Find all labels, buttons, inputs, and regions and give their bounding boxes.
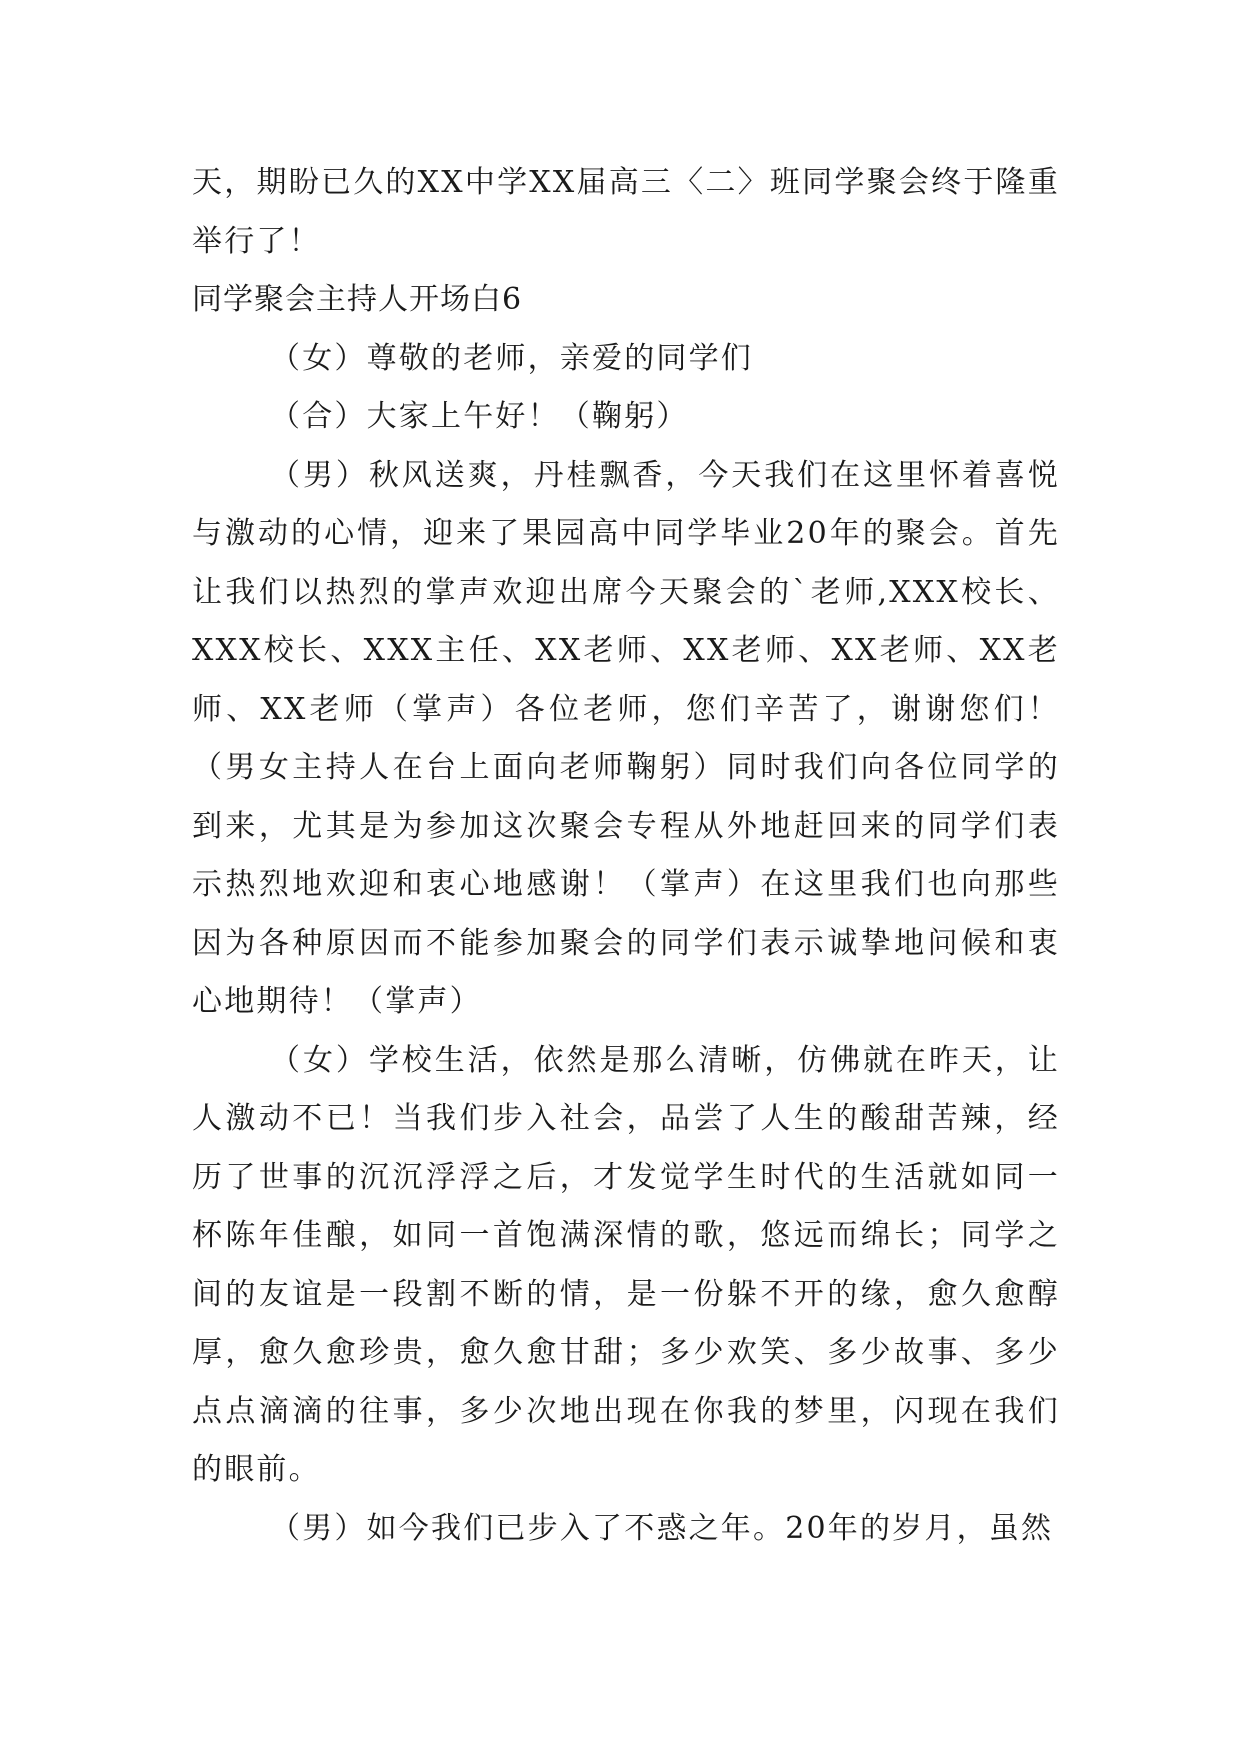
paragraph-event-announcement: 天，期盼已久的XX中学XX届高三〈二〉班同学聚会终于隆重举行了！ <box>192 165 1060 259</box>
paragraph-male-welcome: （男）秋风送爽，丹桂飘香，今天我们在这里怀着喜悦与激动的心情，迎来了果园高中同学毕业20年的聚会。首先让我们以热烈的掌声欢迎出席今天聚会的`老师,XXX校长、XXX校长、XXX主任、XX老师、XX老师、XX老师、XX老师、XX老师（掌声）各位老师，您们辛苦了，谢谢您们！（男女主持人在台上面向老师鞠躬）同时我们向各位同学的到来，尤其是为参加这次聚会专程从外地赶回来的同学们表示热烈地欢迎和衷心地感谢！（掌声）在这里我们也向那些因为各种原因而不能参加聚会的同学们表示诚挚地问候和衷心地期待！（掌声） <box>192 457 1060 1019</box>
section-heading: 同学聚会主持人开场白6 <box>192 282 523 317</box>
paragraph-female-greeting: （女）尊敬的老师，亲爱的同学们 <box>270 340 753 376</box>
paragraph-joint-greeting: （合）大家上午好！（鞠躬） <box>270 399 689 434</box>
paragraph-female-memories: （女）学校生活，依然是那么清晰，仿佛就在昨天，让人激动不已！当我们步入社会，品尝了人生的酸甜苦辣，经历了世事的沉沉浮浮之后，才发觉学生时代的生活就如同一杯陈年佳酿，如同一首饱满深情的歌，悠远而绵长；同学之间的友谊是一段割不断的情，是一份躲不开的缘，愈久愈醇厚，愈久愈珍贵，愈久愈甘甜；多少欢笑、多少故事、多少点点滴滴的往事，多少次地出现在你我的梦里，闪现在我们的眼前。 <box>192 1042 1060 1487</box>
document-body <box>192 154 1060 1558</box>
paragraph-male-reflection: （男）如今我们已步入了不惑之年。20年的岁月，虽然 <box>270 1510 1054 1546</box>
